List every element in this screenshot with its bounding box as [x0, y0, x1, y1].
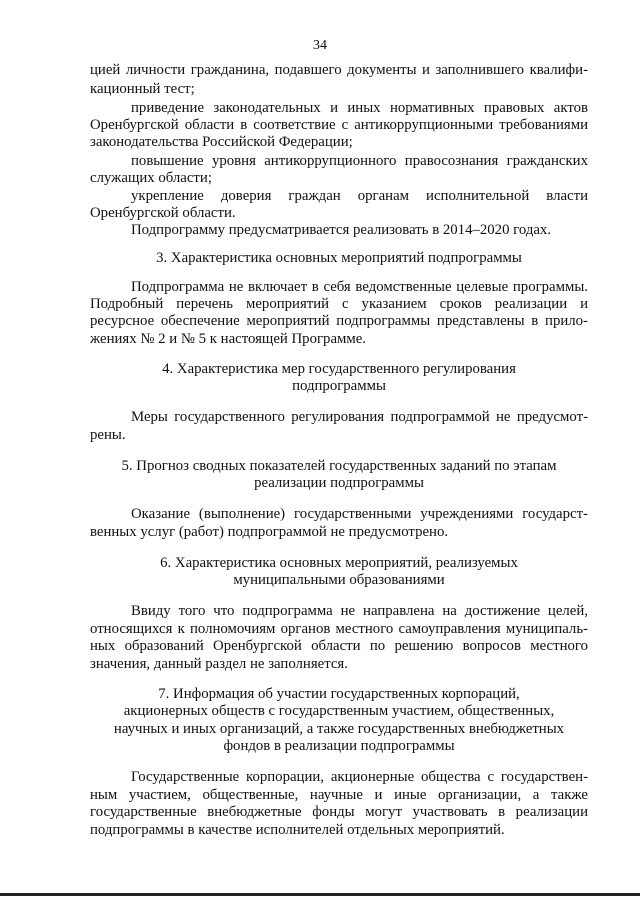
- text-line: значения, данный раздел не заполняется.: [90, 656, 348, 672]
- text-line: рены.: [90, 427, 126, 443]
- text-line: Подробный перечень мероприятий с указанием сроков реализации и: [90, 296, 588, 312]
- section-heading: 3. Характеристика основных мероприятий подпрограммы: [156, 250, 522, 266]
- text-line: повышение уровня антикоррупционного правосознания гражданских: [131, 153, 588, 169]
- text-line: государственные внебюджетные фонды могут участвовать в реализации: [90, 804, 588, 820]
- section-heading: 6. Характеристика основных мероприятий, реализуемых: [160, 555, 518, 571]
- text-line: Оренбургской области.: [90, 205, 236, 221]
- text-line: цией личности гражданина, подавшего документы и заполнившего квалифи-: [90, 62, 588, 78]
- text-line: кационный тест;: [90, 81, 195, 97]
- text-line: Государственные корпорации, акционерные общества с государствен-: [131, 769, 588, 785]
- section-heading: 7. Информация об участии государственных корпораций,: [158, 686, 520, 702]
- text-line: Подпрограмма не включает в себя ведомственные целевые программы.: [131, 279, 588, 295]
- text-line: относящихся к полномочиям органов местного самоуправления муниципаль-: [90, 621, 588, 637]
- section-heading: муниципальными образованиями: [233, 572, 445, 588]
- text-line: Подпрограмму предусматривается реализовать в 2014–2020 годах.: [131, 222, 552, 238]
- text-line: Ввиду того что подпрограмма не направлена на достижение целей,: [131, 603, 588, 619]
- text-line: подпрограммы в качестве исполнителей отдельных мероприятий.: [90, 822, 505, 838]
- text-line: жениях № 2 и № 5 к настоящей Программе.: [90, 331, 367, 347]
- section-heading: 5. Прогноз сводных показателей государственных заданий по этапам: [121, 458, 557, 474]
- text-line: ресурсное обеспечение мероприятий подпрограммы представлены в прило-: [90, 313, 588, 329]
- text-line: ных образований Оренбургской области по решению вопросов местного: [90, 638, 588, 654]
- text-line: приведение законодательных и иных нормативных правовых актов: [131, 100, 588, 116]
- page-number: 34: [313, 38, 327, 53]
- text-line: укрепление доверия граждан органам исполнительной власти: [131, 188, 588, 204]
- section-heading: фондов в реализации подпрограммы: [223, 738, 455, 754]
- text-line: ным участием, общественные, научные и иные организации, а также: [90, 787, 588, 803]
- section-heading: реализации подпрограммы: [254, 475, 424, 491]
- section-heading: подпрограммы: [292, 378, 386, 394]
- text-line: законодательства Российской Федерации;: [90, 134, 353, 150]
- section-heading: научных и иных организаций, а также государственных внебюджетных: [113, 721, 565, 737]
- bottom-rule: [0, 893, 640, 896]
- text-line: венных услуг (работ) подпрограммой не предусмотрено.: [90, 524, 449, 540]
- section-heading: акционерных обществ с государственным участием, общественных,: [123, 703, 555, 719]
- text-line: Оренбургской области в соответствие с антикоррупционными требованиями: [90, 117, 588, 133]
- text-line: служащих области;: [90, 170, 212, 186]
- section-heading: 4. Характеристика мер государственного регулирования: [162, 361, 516, 377]
- text-line: Оказание (выполнение) государственными учреждениями государст-: [131, 506, 588, 522]
- text-line: Меры государственного регулирования подпрограммой не предусмот-: [131, 409, 588, 425]
